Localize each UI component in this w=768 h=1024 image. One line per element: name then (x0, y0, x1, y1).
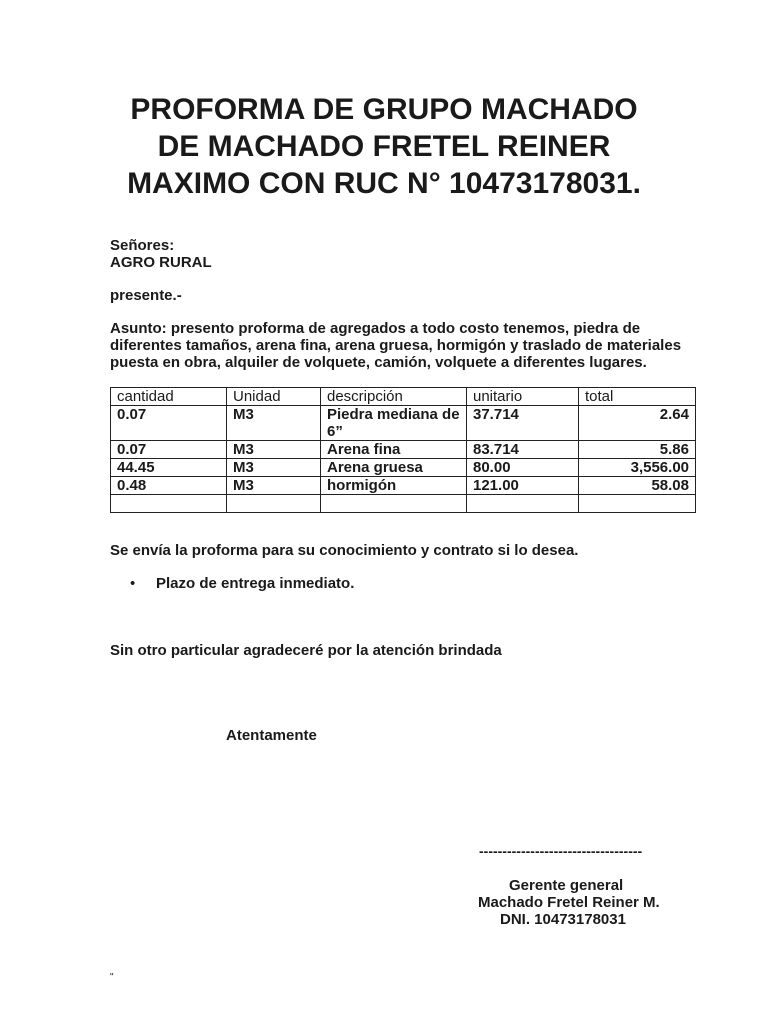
cell-cantidad: 0.07 (111, 441, 227, 459)
subject-paragraph: Asunto: presento proforma de agregados a todo costo tenemos, piedra de diferentes tamaños, arena fina, arena gruesa, hormigón y traslado de materiales puesta en obra, alquiler de volquete, camión, volquete a diferentes lugares. (110, 320, 682, 371)
footer-mark: " (110, 972, 114, 983)
cell-unidad: M3 (227, 459, 321, 477)
header-unidad: Unidad (227, 388, 321, 406)
cell-unidad: M3 (227, 477, 321, 495)
document-title (100, 91, 668, 202)
cell-descripcion: Arena gruesa (321, 459, 467, 477)
signer-role: Gerente general (509, 877, 624, 894)
cell-cantidad: 44.45 (111, 459, 227, 477)
cell-unitario: 83.714 (467, 441, 579, 459)
title-line: MAXIMO CON RUC N° 10473178031. (127, 167, 641, 200)
header-descripcion: descripción (321, 388, 467, 406)
cell-descripcion: Piedra mediana de 6” (321, 406, 467, 441)
note-paragraph: Se envía la proforma para su conocimiento y contrato si lo desea. (110, 542, 579, 559)
table-row (111, 441, 696, 459)
cell-cantidad: 0.07 (111, 406, 227, 441)
cell-total: 2.64 (579, 406, 696, 441)
recipient-name: AGRO RURAL (110, 254, 212, 271)
cell-cantidad: 0.48 (111, 477, 227, 495)
cell-descripcion: hormigón (321, 477, 467, 495)
table-row (111, 477, 696, 495)
bullet-item (130, 575, 354, 592)
cell-total: 3,556.00 (579, 459, 696, 477)
header-unitario: unitario (467, 388, 579, 406)
thanks-paragraph: Sin otro particular agradeceré por la atención brindada (110, 642, 502, 659)
items-table (110, 387, 696, 513)
cell-descripcion: Arena fina (321, 441, 467, 459)
cell-unitario: 80.00 (467, 459, 579, 477)
empty-table-row (111, 495, 696, 513)
salutation: Señores: (110, 237, 175, 254)
closing-text: Atentamente (226, 727, 317, 744)
title-line: PROFORMA DE GRUPO MACHADO (130, 93, 638, 126)
table-row (111, 406, 696, 441)
header-total: total (579, 388, 696, 406)
bullet-symbol: • (130, 575, 136, 592)
signature-block (478, 877, 660, 928)
signer-name: Machado Fretel Reiner M. (478, 894, 660, 911)
cell-total: 58.08 (579, 477, 696, 495)
recipient-block (110, 237, 212, 271)
title-line: DE MACHADO FRETEL REINER (157, 130, 611, 163)
table-header-row (111, 388, 696, 406)
cell-total: 5.86 (579, 441, 696, 459)
cell-unidad: M3 (227, 441, 321, 459)
cell-unitario: 37.714 (467, 406, 579, 441)
presente-text: presente.- (110, 287, 182, 304)
signer-dni: DNI. 10473178031 (500, 911, 626, 928)
cell-unidad: M3 (227, 406, 321, 441)
cell-unitario: 121.00 (467, 477, 579, 495)
header-cantidad: cantidad (111, 388, 227, 406)
signature-line: ----------------------------------- (479, 843, 643, 859)
table-row (111, 459, 696, 477)
bullet-text: Plazo de entrega inmediato. (156, 575, 355, 592)
